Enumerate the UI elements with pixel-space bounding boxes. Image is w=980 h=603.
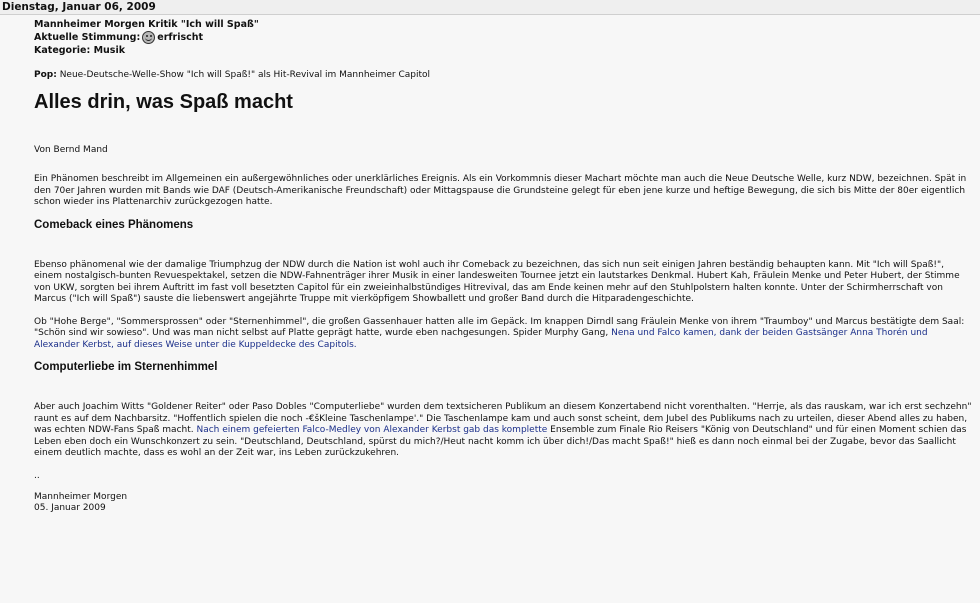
ellipsis-separator: .. bbox=[34, 470, 40, 481]
article-paragraph-2: Ebenso phänomenal wie der damalige Triumphzug der NDW durch die Nation ist wohl auch ihr Comeback zu bezeichnen, das sich nun seit einigen Jahren beständig behaupten kann. Mit "Ich will Spaß!", einem nostalgisch-bunten Revuespektakel, setzen die NDW-Fahnenträger ihrer Musik in einer landesweiten Tournee jetzt ein lautstarkes Denkmal. Hubert Kah, Fräulein Menke und Peter Hubert, der Stimme von UKW, sorgten bei ihrem Auftritt im fast voll besetzten Capitol für ein zweieinhalbstündiges Hitrevival, das am Ende keinen mehr auf den Stuhlpolstern halten konnte. Unter der Schirmherrschaft von Marcus ("Ich will Spaß") sauste die liebenswert angejährte Truppe mit vierköpfigem Showballett und großer Band durch die Hitparadengeschichte. bbox=[34, 259, 960, 304]
mood-row bbox=[34, 31, 974, 44]
post-date-header: Dienstag, Januar 06, 2009 bbox=[0, 0, 980, 15]
article-paragraph-4 bbox=[34, 402, 974, 460]
source-date: 05. Januar 2009 bbox=[34, 503, 106, 513]
paragraph-4-text: Aber auch Joachim Witts "Goldener Reiter" oder Paso Dobles "Computerliebe" wurden dem textsicheren Publikum an diesem Konzertabend nicht vorenthalten. "Herrje, als das rauskam, war ich erst sechzehn" raunt es auf dem Nachbarsitz. "Hoffentlich spielen die noch -€šKleine Taschenlampe'." Die Taschenlampe kam und auch sonst scheint, dem Jubel des Publikums nach zu urteilen, dieser Abend alles zu haben, was echten NDW-Fans Spaß macht. bbox=[34, 402, 972, 435]
post-content bbox=[34, 18, 974, 515]
subheading-computerliebe: Computerliebe im Sternenhimmel bbox=[34, 361, 218, 373]
mood-label: Aktuelle Stimmung: bbox=[34, 32, 141, 43]
kicker-text: Neue-Deutsche-Welle-Show "Ich will Spaß!" als Hit-Revival im Mannheimer Capitol bbox=[56, 70, 430, 80]
article-source bbox=[34, 492, 974, 515]
article-headline: Alles drin, was Spaß macht bbox=[34, 91, 293, 113]
mood-value: erfrischt bbox=[157, 32, 204, 43]
article-paragraph-3 bbox=[34, 317, 974, 352]
article-kicker bbox=[34, 69, 974, 81]
paragraph-4-link[interactable]: Nach einem gefeierten Falco-Medley von Alexander Kerbst gab das komplette bbox=[196, 425, 548, 435]
article-author: Von Bernd Mand bbox=[34, 145, 108, 155]
subheading-comeback: Comeback eines Phänomens bbox=[34, 218, 194, 231]
paragraph-3-link[interactable]: Nena und Falco kamen, dank der beiden Gastsänger Anna Thorén und Alexander Kerbst, auf dieses Weise unter die Kuppeldecke des Capitols. bbox=[34, 328, 928, 350]
post-meta bbox=[34, 18, 974, 57]
smiley-icon bbox=[142, 31, 155, 44]
post-title: Mannheimer Morgen Kritik "Ich will Spaß" bbox=[34, 19, 259, 30]
source-name: Mannheimer Morgen bbox=[34, 491, 128, 502]
kicker-label: Pop: bbox=[34, 70, 57, 80]
category-label: Kategorie: Musik bbox=[34, 45, 126, 56]
article-paragraph-1: Ein Phänomen beschreibt im Allgemeinen ein außergewöhnliches oder unerklärliches Ereignis. Als ein Vorkommnis dieser Machart möchte man auch die Neue Deutsche Welle, kurz NDW, bezeichnen. Spät in den 70er Jahren wurden mit Bands wie DAF (Deutsch-Amerikanische Freundschaft) oder Mittagspause die Grundsteine gelegt für eben jene kurze und heftige Bewegung, die sich bis Mitte der 80er eigentlich schon wieder ins Plattenarchiv zurückgezogen hatte. bbox=[34, 174, 967, 207]
paragraph-4-rest: Ensemble zum Finale Rio Reisers "König von Deutschland" und für einen Moment schien das Leben eben doch ein Wunschkonzert zu sein. "Deutschland, Deutschland, spürst du mich?/Heut nacht komm ich über dich!/Das macht Spaß!" hieß es dann noch einmal bei der Zugabe, bevor das Saallicht einem deutlich machte, dass es wohl an der Zeit war, ins Leben zurückzukehren. bbox=[34, 425, 967, 458]
paragraph-3-text: Ob "Hohe Berge", "Sommersprossen" oder "Sternenhimmel", die großen Gassenhauer hatten alle im Gepäck. Im knappen Dirndl sang Fräulein Menke von ihrem "Traumboy" und Marcus bestätigte dem Saal: "Schön sind wir sowieso". Und was man nicht selbst auf Platte geprägt hatte, wurde eben nachgesungen. Spider Murphy Gang, bbox=[34, 316, 965, 338]
